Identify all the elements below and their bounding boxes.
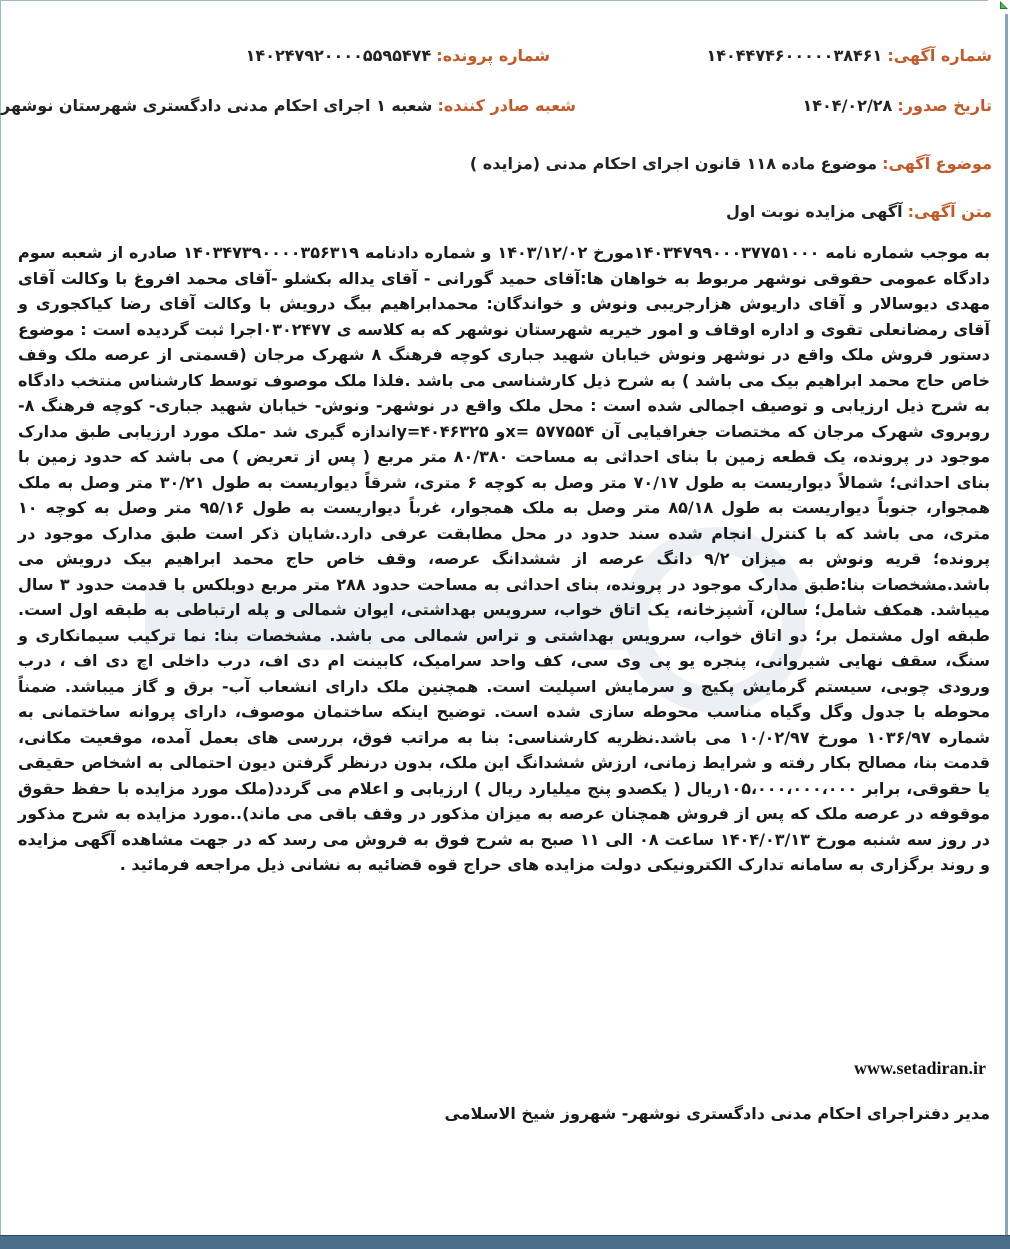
notice-number-label: شماره آگهی:	[887, 46, 992, 65]
text-label: متن آگهی:	[907, 202, 992, 221]
bottom-bar	[0, 1235, 1010, 1249]
text-title: آگهی مزایده نوبت اول	[725, 202, 903, 221]
notice-number-row	[706, 46, 992, 65]
issuing-branch: شعبه ۱ اجرای احکام مدنی دادگستری شهرستان نوشهر	[1, 96, 433, 115]
subject-text: موضوع ماده ۱۱۸ قانون اجرای احکام مدنی (مزایده )	[469, 154, 878, 173]
issue-date: ۱۴۰۴/۰۲/۲۸	[802, 96, 893, 115]
issuing-branch-label: شعبه صادر کننده:	[437, 96, 576, 115]
website-link[interactable]: www.setadiran.ir	[854, 1058, 986, 1078]
notice-body: به موجب شماره نامه ۱۴۰۳۴۷۹۹۰۰۰۳۷۷۵۱۰۰۰مورخ ۱۴۰۳/۱۲/۰۲ و شماره دادنامه ۱۴۰۳۴۷۳۹۰۰۰۰۳۵۶۳۱۹ صادره از شعبه سوم دادگاه عمومی حقوقی نوشهر مربوط به خواهان ها:آقای حمید گورانی - آقای یداله بکشلو -آقای محمد افروغ با وکالت آقای مهدی دیوسالار و آقای داریوش هزارجریبی ونوش و خواندگان: محمدابراهیم بیگ درویش با وکالت آقای رضا کیاکجوری و آقای رمضانعلی تقوی و اداره اوقاف و امور خیریه شهرستان نوشهر که به کلاسه ی ۰۳۰۲۴۷۷اجرا ثبت گردیده است : موضوع دستور فروش ملک واقع در نوشهر ونوش خیابان شهید جباری کوچه فرهنگ ۸ شهرک مرجان (قسمتی از عرصه ملک وقف خاص حاج محمد ابراهیم بیک می باشد ) به شرح ذیل کارشناسی می باشد .فلذا ملک موصوف توسط کارشناس منتخب دادگاه به شرح ذیل ارزیابی و توصیف اجمالی شده است : محل ملک واقع در نوشهر- ونوش- خیابان شهید جباری- کوچه فرهنگ ۸- روبروی شهرک مرجان که مختصات جغرافیایی آن x= ۵۷۷۵۵۴و y=۴۰۴۶۳۲۵اندازه گیری شد -ملک مورد ارزیابی طبق مدارک موجود در پرونده، یک قطعه زمین با بنای احداثی به مساحت ۸۰/۳۸۰ متر مربع ( پس از تعریض ) می باشد که حدود زمین با بنای احداثی؛ شمالاً دیواریست به طول ۷۰/۱۷ متر وصل به کوچه ۶ متری، شرقاً دیواریست به طول ۳۰/۲۱ متر وصل به ملک همجوار، جنوباً دیواریست به طول ۸۵/۱۸ متر وصل به ملک همجوار، غرباً دیواریست به طول ۹۵/۱۶ متر وصل به کوچه ۱۰ متری، می باشد که با کنترل انجام شده سند حدود در محل مطابقت عرفی دارد.شایان ذکر است طبق مدارک موجود در پرونده؛ قریه ونوش به میزان ۹/۲ دانگ عرصه از ششدانگ عرصه، وقف خاص حاج محمد ابراهیم بیک درویش می باشد.مشخصات بنا:طبق مدارک موجود در پرونده، بنای احداثی به مساحت حدود ۲۸۸ متر مربع دوبلکس با قدمت حدود ۳ سال میباشد. همکف شامل؛ سالن، آشپزخانه، یک اتاق خواب، سرویس بهداشتی، ایوان شمالی و پله ارتباطی به طبقه اول است. طبقه اول مشتمل بر؛ دو اتاق خواب، سرویس بهداشتی و تراس شمالی می باشد. مشخصات بنا: نما ترکیب سیمانکاری و سنگ، سقف نهایی شیروانی، پنجره یو پی وی سی، کف واحد سرامیک، کابینت ام دی اف، درب داخلی اچ دی اف ، درب ورودی چوبی، سیستم گرمایش پکیج و سرمایش اسپلیت است. همچنین ملک دارای انشعاب آب- برق و گاز میباشد. ضمناً محوطه با جدول وگل وگیاه مناسب محوطه سازی شده است. توضیح اینکه ساختمان موصوف، دارای پروانه ساختمانی به شماره ۱۰۳۶/۹۷ مورخ ۱۰/۰۲/۹۷ می باشد.نظریه کارشناسی: بنا به مراتب فوق، بررسی های بعمل آمده، موقعیت مکانی، قدمت بنا، مصالح بکار رفته و شرایط زمانی، ارزش ششدانگ این ملک، بدون درنظر گرفتن دیون احتمالی به اشخاص حقیقی یا حقوقی، برابر ۱۰۵،۰۰۰،۰۰۰،۰۰۰ریال ( یکصدو پنج میلیارد ریال ) ارزیابی و اعلام می گردد(ملک مورد مزایده با حفظ حقوق موقوفه در عرصه ملک که پس از فروش همچنان عرصه به میزان مذکور در وقف باقی می ماند)..مورد مزایده به شرح مذکور در روز سه شنبه مورخ ۱۴۰۴/۰۳/۱۳ ساعت ۰۸ الی ۱۱ صبح به شرح فوق به فروش می رسد که در جهت مشاهده آگهی مزایده و روند برگزاری به سامانه تدارک الکترونیکی دولت مزایده های حراج قوه قضائیه به نشانی ذیل مراجعه فرمائید .	[18, 243, 991, 874]
case-number-row	[246, 46, 550, 65]
corner-cursor-icon	[988, 0, 1010, 14]
signature: مدیر دفتراجرای احکام مدنی دادگستری نوشهر- شهروز شیخ الاسلامی	[444, 1104, 990, 1123]
case-number-label: شماره پرونده:	[436, 46, 550, 65]
subject-row	[470, 154, 992, 173]
issue-date-label: تاریخ صدور:	[897, 96, 992, 115]
text-title-row	[726, 202, 992, 221]
issue-date-row	[803, 96, 993, 115]
subject-label: موضوع آگهی:	[882, 154, 992, 173]
notice-number: ۱۴۰۴۴۷۴۶۰۰۰۰۰۳۸۴۶۱	[706, 46, 883, 65]
case-number: ۱۴۰۲۴۷۹۲۰۰۰۰۵۵۹۵۴۷۴	[245, 46, 432, 65]
issuing-branch-row	[1, 96, 576, 115]
